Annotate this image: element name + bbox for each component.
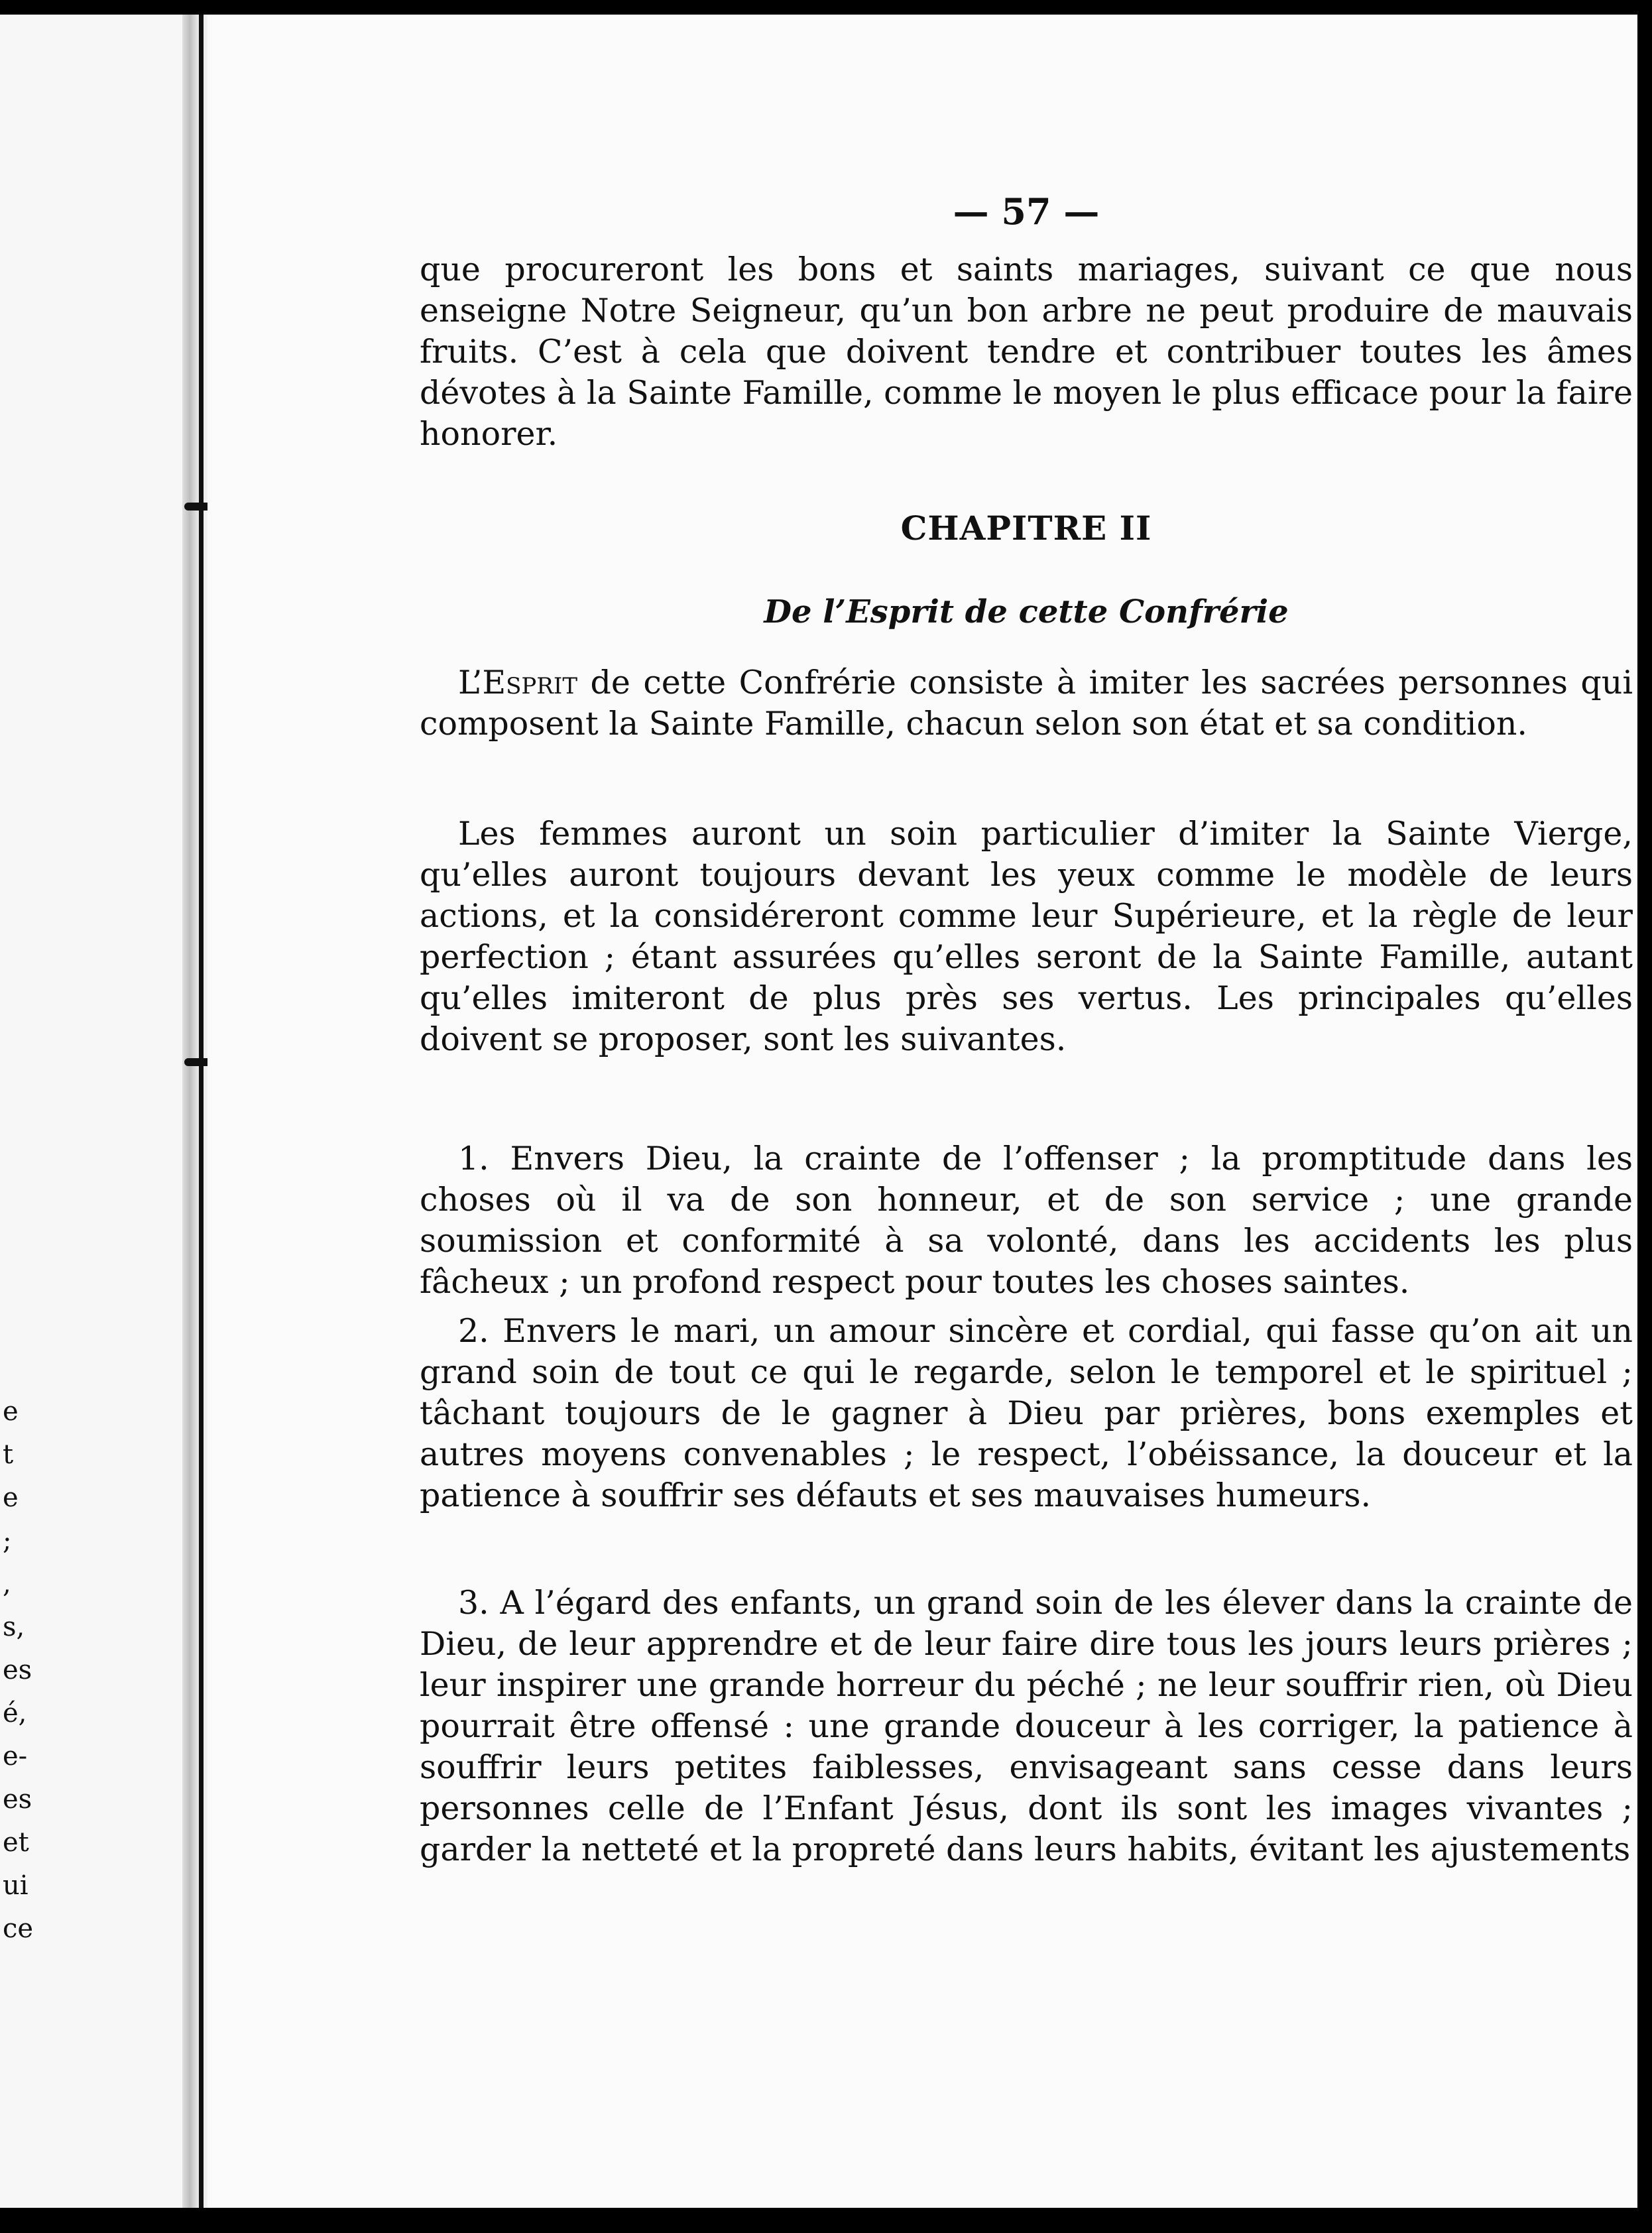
book-page <box>207 15 1637 2208</box>
paragraph-text: de cette Confrérie consiste à imiter les sacrées personnes qui composent la Sainte Famille, chacun selon son état et sa condition. <box>420 664 1633 743</box>
chapter-title: CHAPITRE II <box>900 509 1152 548</box>
fragment: e <box>3 1482 19 1513</box>
fragment: e <box>3 1396 19 1427</box>
paragraph-femmes: Les femmes auront un soin particulier d’imiter la Sainte Vierge, qu’elles auront toujours devant les yeux comme le modèle de leurs actions, et la considéreront comme leur Supérieure, et la règle de leur perfection ; étant assurées qu’elles seront de la Sainte Famille, autant qu’elles imiteront de plus près ses vertus. Les principales qu’elles doivent se proposer, sont les suivantes. <box>420 815 1633 1058</box>
fragment: es <box>3 1655 32 1685</box>
paragraph-item-3: 3. A l’égard des enfants, un grand soin de les élever dans la crainte de Dieu, de leur apprendre et de leur faire dire tous les jours leurs prières ; leur inspirer une grande horreur du péché ; ne leur souffrir rien, où Dieu pourrait être offensé : une grande douceur à les corriger, la patience à souffrir leurs petites faiblesses, envisageant sans cesse dans leurs personnes celle de l’Enfant Jésus, dont ils sont les images vivantes ; garder la netteté et la propreté dans leurs habits, évitant les ajustements <box>420 1584 1633 1868</box>
page-number: — 57 — <box>953 190 1100 233</box>
fragment: ce <box>3 1913 34 1944</box>
binding-thread <box>199 15 204 2208</box>
fragment: t <box>3 1439 14 1470</box>
fragment: ; <box>3 1526 12 1556</box>
fragment: , <box>3 1569 11 1599</box>
chapter-subtitle: De l’Esprit de cette Confrérie <box>764 593 1289 631</box>
fragment: é, <box>3 1698 27 1728</box>
book-gutter <box>182 15 207 2208</box>
fragment: es <box>3 1784 32 1815</box>
fragment: e- <box>3 1741 28 1772</box>
fragment: ui <box>3 1870 29 1901</box>
fragment: et <box>3 1827 29 1858</box>
intro-paragraph: que procureront les bons et saints mariages, suivant ce que nous enseigne Notre Seigneur, qu’un bon arbre ne peut produire de mauvais fruits. C’est à cela que doivent tendre et contribuer toutes les âmes dévotes à la Sainte Famille, comme le moyen le plus efficace pour la faire honorer. <box>420 251 1633 453</box>
previous-page-edge <box>0 15 194 2208</box>
paragraph-lead-word: L’Esprit <box>458 664 578 701</box>
paragraph-item-2: 2. Envers le mari, un amour sincère et cordial, qui fasse qu’on ait un grand soin de tout ce qui le regarde, selon le temporel et le spirituel ; tâchant toujours de le gagner à Dieu par prières, bons exemples et autres moyens convenables ; le respect, l’obéissance, la douceur et la patience à souffrir ses défauts et ses mauvaises humeurs. <box>420 1312 1633 1514</box>
paragraph-item-1: 1. Envers Dieu, la crainte de l’offenser ; la promptitude dans les choses où il va de son honneur, et de son service ; une grande soumission et conformité à sa volonté, dans les accidents les plus fâcheux ; un profond respect pour toutes les choses saintes. <box>420 1140 1633 1301</box>
paragraph-esprit <box>420 662 1633 745</box>
fragment: s, <box>3 1612 25 1642</box>
previous-page-text-fragments <box>3 1390 42 1951</box>
